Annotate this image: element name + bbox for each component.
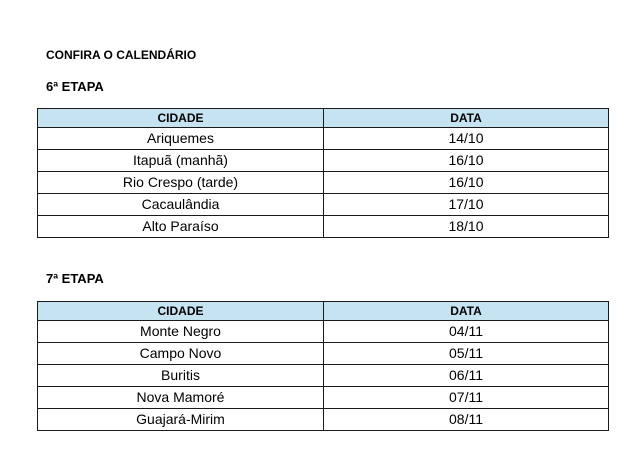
- date-cell: 07/11: [324, 387, 609, 409]
- page-title: CONFIRA O CALENDÁRIO: [46, 48, 197, 62]
- table-row: [38, 194, 609, 216]
- city-cell: Itapuã (manhã): [38, 150, 324, 172]
- city-column-header: CIDADE: [38, 302, 324, 321]
- stage-7-schedule-table: [37, 301, 609, 431]
- table-header-row: [38, 302, 609, 321]
- date-cell: 18/10: [324, 216, 609, 238]
- date-cell: 16/10: [324, 172, 609, 194]
- date-cell: 06/11: [324, 365, 609, 387]
- date-cell: 08/11: [324, 409, 609, 431]
- date-column-header: DATA: [324, 302, 609, 321]
- stage-6-title: 6ª ETAPA: [46, 79, 104, 94]
- table-header-row: [38, 109, 609, 128]
- date-cell: 04/11: [324, 321, 609, 343]
- city-cell: Buritis: [38, 365, 324, 387]
- table-row: [38, 321, 609, 343]
- table-row: [38, 150, 609, 172]
- table-row: [38, 216, 609, 238]
- date-cell: 05/11: [324, 343, 609, 365]
- table-row: [38, 343, 609, 365]
- table-row: [38, 387, 609, 409]
- table-row: [38, 365, 609, 387]
- date-column-header: DATA: [324, 109, 609, 128]
- date-cell: 17/10: [324, 194, 609, 216]
- city-cell: Cacaulândia: [38, 194, 324, 216]
- table-row: [38, 172, 609, 194]
- city-cell: Guajará-Mirim: [38, 409, 324, 431]
- city-cell: Monte Negro: [38, 321, 324, 343]
- city-column-header: CIDADE: [38, 109, 324, 128]
- city-cell: Ariquemes: [38, 128, 324, 150]
- stage-7-title: 7ª ETAPA: [46, 271, 104, 286]
- date-cell: 16/10: [324, 150, 609, 172]
- city-cell: Rio Crespo (tarde): [38, 172, 324, 194]
- city-cell: Campo Novo: [38, 343, 324, 365]
- date-cell: 14/10: [324, 128, 609, 150]
- table-row: [38, 128, 609, 150]
- city-cell: Nova Mamoré: [38, 387, 324, 409]
- city-cell: Alto Paraíso: [38, 216, 324, 238]
- stage-6-schedule-table: [37, 108, 609, 238]
- table-row: [38, 409, 609, 431]
